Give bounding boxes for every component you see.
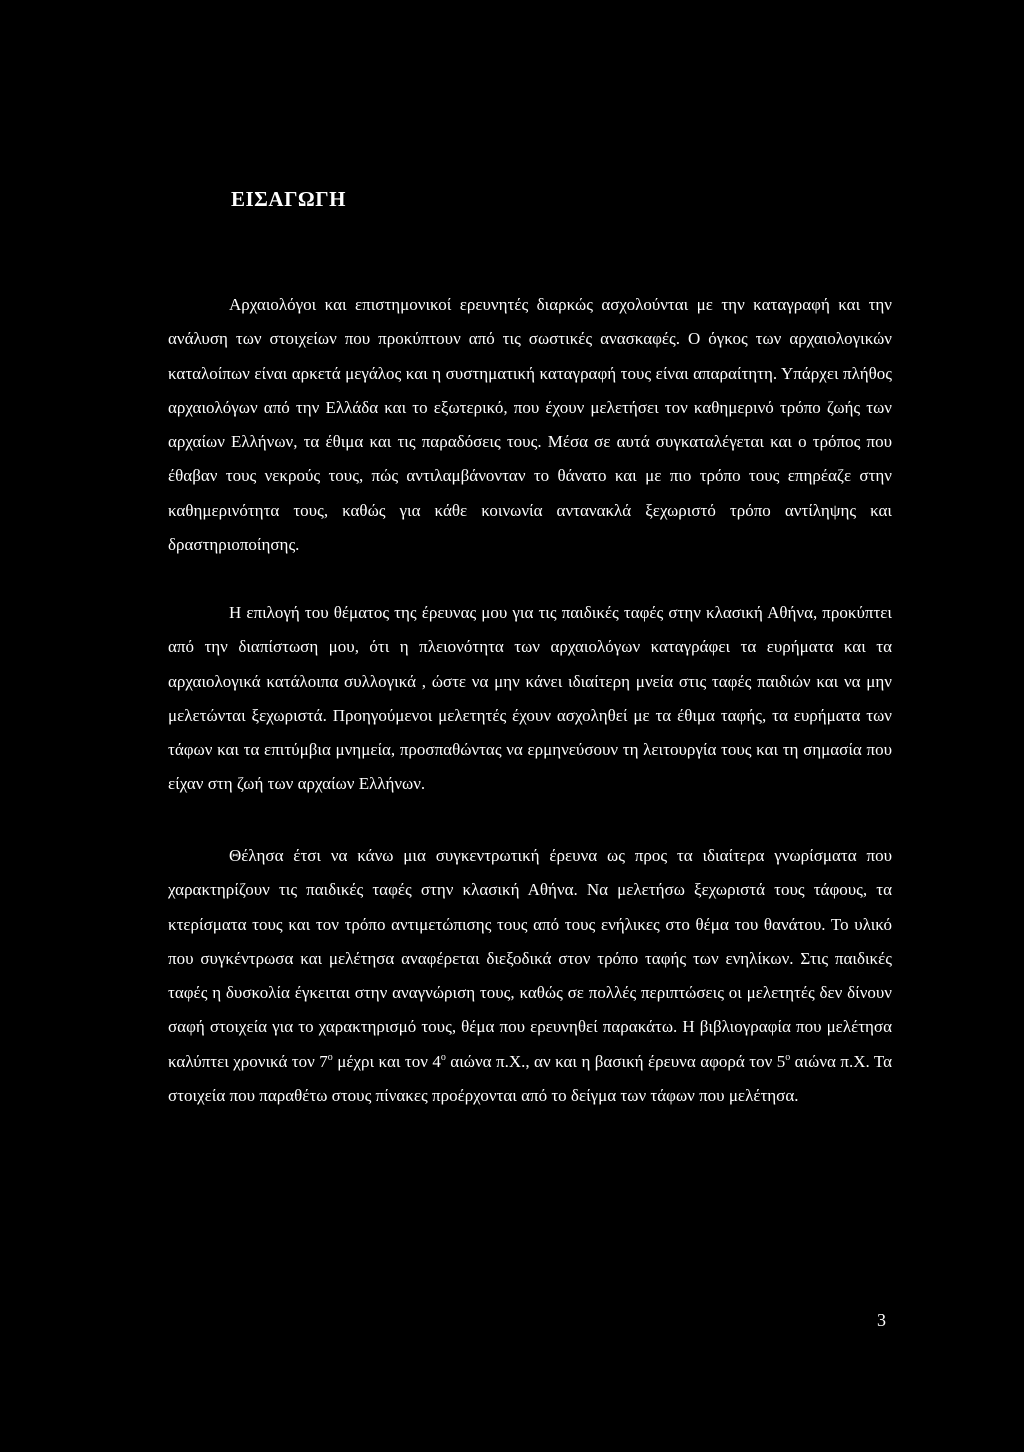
paragraph-2: Η επιλογή του θέματος της έρευνας μου για τις παιδικές ταφές στην κλασική Αθήνα, προκύπτει από την διαπίστωση μου, ότι η πλειονότητα των αρχαιολόγων καταγράφει τα ευρήματα και τα αρχαιολογικά κατάλοιπα συλλογικά , ώστε να μην κάνει ιδιαίτερη μνεία στις ταφές παιδιών και να μην μελετώνται ξεχωριστά. Προηγούμενοι μελετητές έχουν ασχοληθεί με τα έθιμα ταφής, τα ευρήματα των τάφων και τα επιτύμβια μνημεία, προσπαθώντας να ερμηνεύσουν τη λειτουργία τους και τη σημασία που είχαν στη ζωή των αρχαίων Ελλήνων.: [168, 603, 892, 794]
section-heading: ΕΙΣΑΓΩΓΗ: [231, 187, 346, 211]
ordinal-superscript-3: ο: [785, 1051, 791, 1063]
ordinal-superscript-1: ο: [327, 1051, 333, 1063]
paragraph-2-block: [168, 596, 892, 802]
paragraph-3: [168, 839, 892, 1113]
ordinal-superscript-2: ο: [440, 1051, 446, 1063]
page-number: 3: [877, 1310, 886, 1330]
paragraph-3-text-4: αιώνα π.Χ. Τα στοιχεία που παραθέτω στους πίνακες προέρχονται από το δείγμα των τάφων που μελέτησα.: [168, 1051, 892, 1106]
paragraph-3-text-2: μέχρι και τον 4: [332, 1051, 441, 1071]
paragraph-3-text-1: Θέλησα έτσι να κάνω μια συγκεντρωτική έρευνα ως προς τα ιδιαίτερα γνωρίσματα που χαρακτηρίζουν τις παιδικές ταφές στην κλασική Αθήνα. Να μελετήσω ξεχωριστά τους τάφους, τα κτερίσματα τους και τον τρόπο αντιμετώπισης τους από τους ενήλικες στο θέμα του θανάτου. Το υλικό που συγκέντρωσα και μελέτησα αναφέρεται διεξοδικά στον τρόπο ταφής των ενηλίκων. Στις παιδικές ταφές η δυσκολία έγκειται στην αναγνώριση τους, καθώς σε πολλές περιπτώσεις οι μελετητές δεν δίνουν σαφή στοιχεία για το χαρακτηρισμό τους, θέμα που ερευνηθεί παρακάτω. Η βιβλιογραφία που μελέτησα καλύπτει χρονικά τον 7: [168, 846, 892, 1071]
paragraph-1: Αρχαιολόγοι και επιστημονικοί ερευνητές διαρκώς ασχολούνται με την καταγραφή και την ανάλυση των στοιχείων που προκύπτουν από τις σωστικές ανασκαφές. Ο όγκος των αρχαιολογικών καταλοίπων είναι αρκετά μεγάλος και η συστηματική καταγραφή τους είναι απαραίτητη. Υπάρχει πλήθος αρχαιολόγων από την Ελλάδα και το εξωτερικό, που έχουν μελετήσει τον καθημερινό τρόπο ζωής των αρχαίων Ελλήνων, τα έθιμα και τις παραδόσεις τους. Μέσα σε αυτά συγκαταλέγεται και ο τρόπος που έθαβαν τους νεκρούς τους, πώς αντιλαμβάνονταν το θάνατο και με πιο τρόπο τους επηρέαζε στην καθημερινότητα τους, καθώς για κάθε κοινωνία αντανακλά ξεχωριστό τρόπο αντίληψης και δραστηριοποίησης.: [168, 295, 892, 555]
paragraph-1-block: [168, 288, 892, 562]
paragraph-3-block: [168, 839, 892, 1113]
paragraph-3-text-3: αιώνα π.Χ., αν και η βασική έρευνα αφορά τον 5: [445, 1051, 786, 1071]
